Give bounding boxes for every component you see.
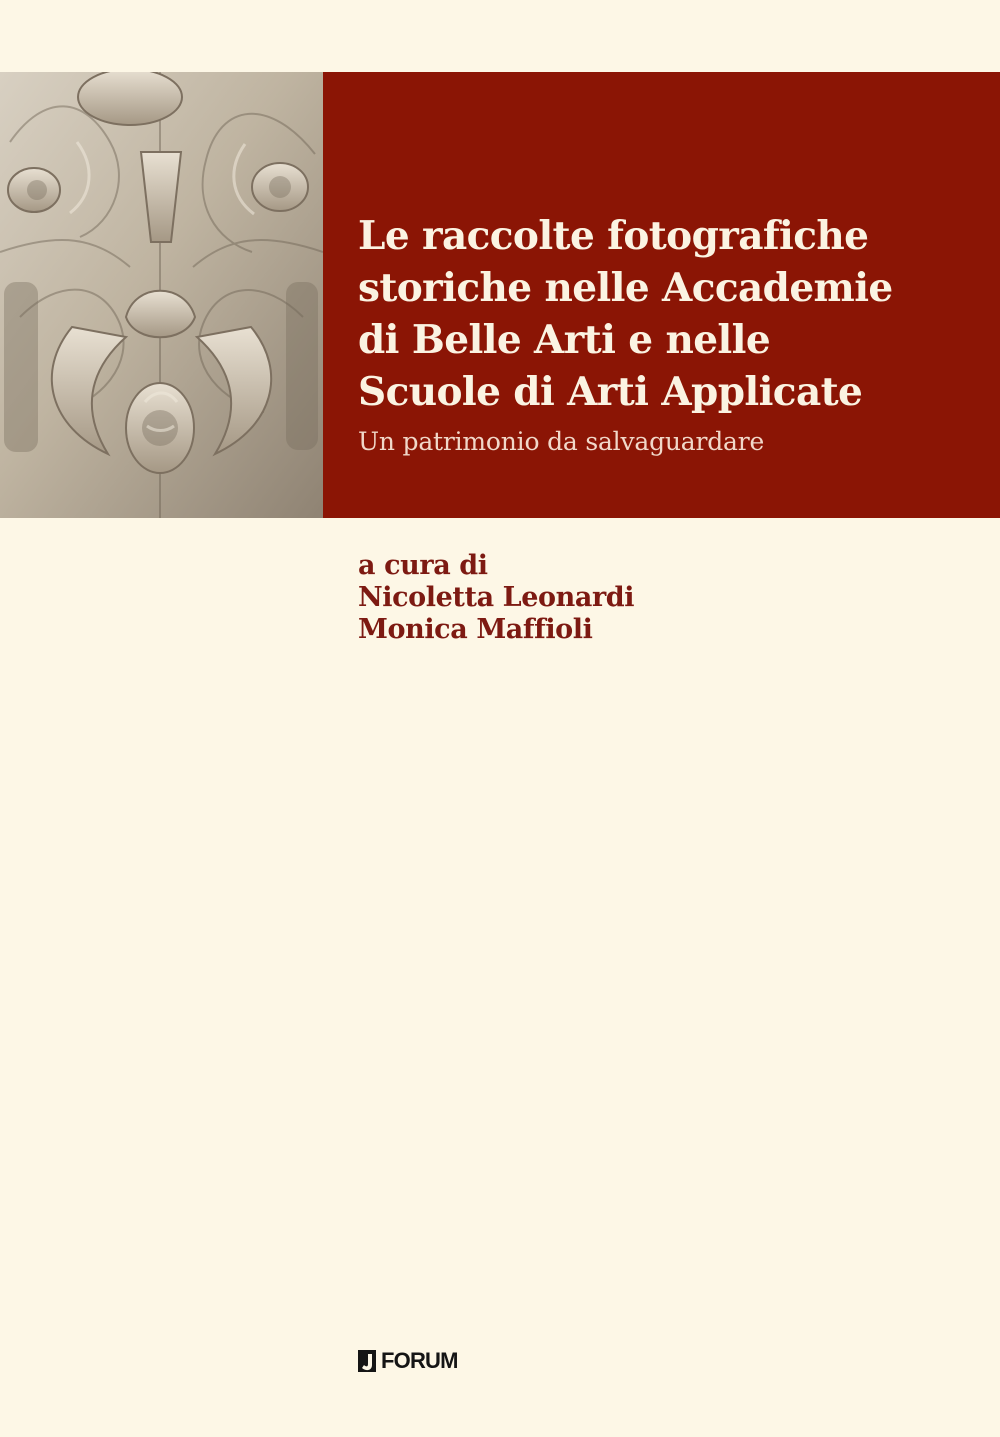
editor-name: Nicoletta Leonardi [358,582,635,613]
title-line: Scuole di Arti Applicate [358,369,863,415]
title-line: storiche nelle Accademie [358,265,893,311]
relief-ornament-image [0,72,323,518]
title-panel [323,72,1000,518]
book-subtitle: Un patrimonio da salvaguardare [358,427,765,456]
publisher-logo [358,1347,458,1375]
publisher-name: FORUM [381,1348,458,1373]
editor-name: Monica Maffioli [358,614,593,645]
editors-intro: a cura di [358,550,488,581]
cover-photo-relief [0,72,323,518]
forum-logo-icon [358,1350,376,1372]
editor-credits [358,550,634,646]
title-line: di Belle Arti e nelle [358,317,771,363]
title-line: Le raccolte fotografiche [358,213,869,259]
book-title [358,210,893,418]
